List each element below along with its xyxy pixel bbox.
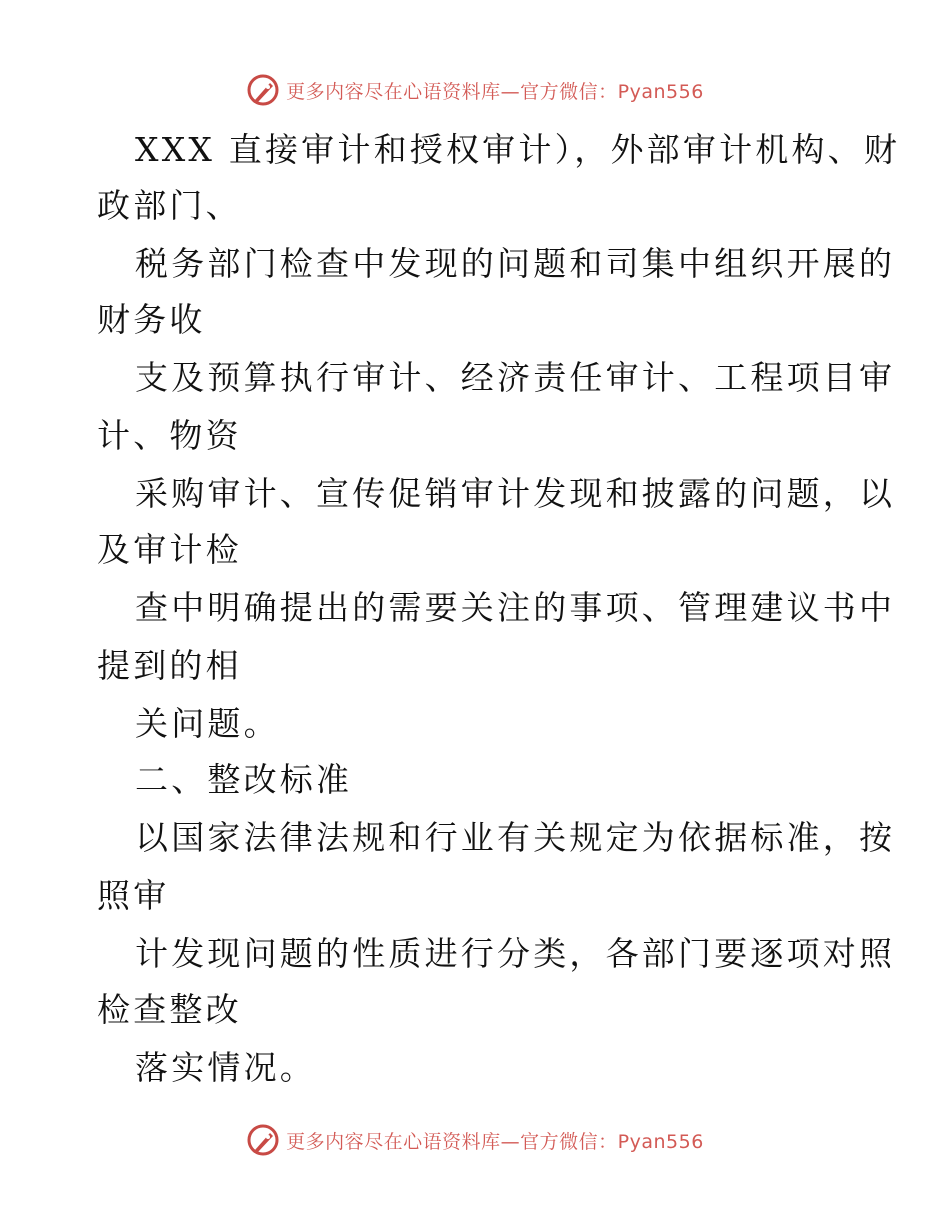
text-line: 以国家法律法规和行业有关规定为依据标准，按 — [135, 818, 896, 857]
text-line: 及审计检 — [97, 530, 242, 569]
text-line: XXX 直接审计和授权审计），外部审计机构、财 — [135, 130, 901, 169]
text-line: 提到的相 — [97, 646, 242, 685]
text-line: 采购审计、宣传促销审计发现和披露的问题，以 — [135, 474, 896, 513]
text-line: 计发现问题的性质进行分类，各部门要逐项对照 — [135, 934, 896, 973]
pen-logo-icon — [246, 1123, 280, 1157]
footer-banner-text: 更多内容尽在心语资料库—官方微信：Pyan556 — [286, 1130, 704, 1153]
text-line: 落实情况。 — [135, 1048, 316, 1087]
footer-banner — [0, 1120, 950, 1160]
header-banner-text: 更多内容尽在心语资料库—官方微信：Pyan556 — [286, 80, 704, 103]
header-banner — [0, 70, 950, 110]
pen-logo-icon — [246, 73, 280, 107]
text-line: 关问题。 — [135, 704, 280, 743]
section-heading: 二、整改标准 — [135, 760, 353, 799]
text-line: 照审 — [97, 876, 170, 915]
text-line: 检查整改 — [97, 990, 242, 1029]
text-line: 财务收 — [97, 300, 206, 339]
text-line: 计、物资 — [97, 416, 242, 455]
text-line: 查中明确提出的需要关注的事项、管理建议书中 — [135, 588, 896, 627]
text-line: 政部门、 — [97, 186, 242, 225]
text-line: 支及预算执行审计、经济责任审计、工程项目审 — [135, 358, 896, 397]
text-line: 税务部门检查中发现的问题和司集中组织开展的 — [135, 244, 896, 283]
